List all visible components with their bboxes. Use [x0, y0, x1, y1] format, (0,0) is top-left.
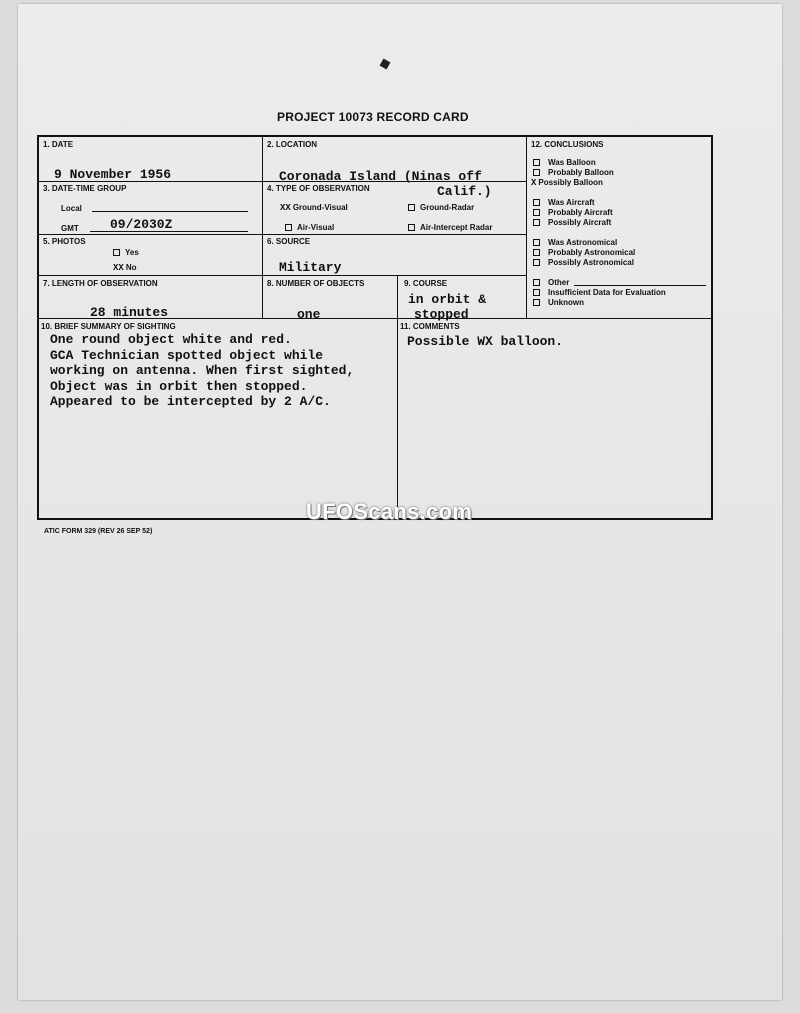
checked-mark: XX	[280, 203, 291, 213]
option-label: No	[125, 263, 137, 272]
option-label: Possibly Aircraft	[548, 218, 612, 227]
conclusion-probably-aircraft	[533, 208, 613, 217]
gmt-value: 09/2030Z	[110, 217, 173, 232]
option-label: Probably Aircraft	[548, 208, 613, 217]
checkbox-icon	[113, 249, 120, 256]
option-label: Ground-Radar	[420, 203, 475, 212]
option-label: Possibly Astronomical	[548, 258, 634, 267]
conclusion-probably-astronomical	[533, 248, 635, 257]
checkbox-icon	[285, 224, 292, 231]
option-ground-radar	[408, 203, 474, 212]
option-label: Insufficient Data for Evaluation	[548, 288, 666, 297]
date-label: 1. DATE	[43, 140, 74, 149]
photos-no	[113, 263, 136, 273]
checkbox-icon	[408, 204, 415, 211]
option-label: Possibly Balloon	[538, 178, 603, 187]
checkbox-icon	[533, 169, 540, 176]
option-label: Was Balloon	[548, 158, 596, 167]
date-value: 9 November 1956	[54, 167, 172, 182]
divider	[262, 137, 263, 318]
conclusion-possibly-aircraft	[533, 218, 611, 227]
checkbox-icon	[533, 259, 540, 266]
local-label: Local	[61, 204, 82, 213]
number-of-objects-label: 8. NUMBER OF OBJECTS	[267, 279, 365, 288]
summary-label: 10. BRIEF SUMMARY OF SIGHTING	[41, 322, 176, 331]
divider	[526, 137, 527, 318]
comments-label: 11. COMMENTS	[400, 322, 460, 331]
option-air-visual	[285, 223, 334, 232]
conclusions-label: 12. CONCLUSIONS	[531, 140, 604, 149]
conclusion-was-aircraft	[533, 198, 595, 207]
page-title: PROJECT 10073 RECORD CARD	[277, 110, 469, 124]
checkbox-icon	[533, 209, 540, 216]
conclusion-possibly-astronomical	[533, 258, 634, 267]
other-underline	[574, 285, 706, 286]
source-value: Military	[279, 260, 342, 275]
divider	[397, 276, 398, 518]
option-label: Ground-Visual	[292, 203, 348, 212]
course-value-line2: stopped	[414, 307, 469, 322]
checkbox-icon	[533, 249, 540, 256]
location-label: 2. LOCATION	[267, 140, 318, 149]
source-label: 6. SOURCE	[267, 237, 311, 246]
checkbox-icon	[533, 199, 540, 206]
option-label: Other	[548, 278, 570, 287]
checkbox-icon	[533, 239, 540, 246]
option-label: Air-Visual	[297, 223, 335, 232]
option-label: Was Aircraft	[548, 198, 595, 207]
checked-mark: X	[531, 178, 537, 188]
length-label: 7. LENGTH OF OBSERVATION	[43, 279, 158, 288]
option-air-intercept-radar	[408, 223, 492, 232]
comments-value: Possible WX balloon.	[407, 334, 564, 349]
location-value-line2: Calif.)	[437, 184, 492, 199]
conclusion-was-balloon	[533, 158, 596, 167]
watermark: UFOScans.com	[306, 499, 473, 524]
option-label: Yes	[125, 248, 139, 257]
option-ground-visual	[280, 203, 348, 213]
option-label: Probably Balloon	[548, 168, 614, 177]
checkbox-icon	[533, 279, 540, 286]
summary-text: One round object white and red. GCA Technician spotted object while working on antenna. When first sighted, Object was in orbit then stopped. Appeared to be intercepted by 2 A/C.	[50, 332, 355, 409]
photos-label: 5. PHOTOS	[43, 237, 86, 246]
conclusion-other	[533, 278, 569, 287]
number-of-objects-value: one	[297, 307, 321, 322]
conclusion-possibly-balloon	[533, 178, 603, 188]
type-of-observation-label: 4. TYPE OF OBSERVATION	[267, 184, 370, 193]
form-number: ATIC FORM 329 (REV 26 SEP 52)	[44, 528, 153, 535]
date-time-group-label: 3. DATE-TIME GROUP	[43, 184, 127, 193]
conclusion-insufficient-data	[533, 288, 666, 297]
course-value-line1: in orbit &	[408, 292, 487, 307]
local-underline	[92, 211, 248, 212]
divider	[39, 275, 526, 276]
checkbox-icon	[533, 299, 540, 306]
checked-mark: XX	[113, 263, 124, 273]
option-label: Was Astronomical	[548, 238, 618, 247]
gmt-label: GMT	[61, 224, 79, 233]
location-value-line1: Coronada Island (Ninas off	[279, 169, 482, 184]
option-label: Unknown	[548, 298, 584, 307]
conclusion-was-astronomical	[533, 238, 617, 247]
length-value: 28 minutes	[90, 305, 169, 320]
conclusion-probably-balloon	[533, 168, 614, 177]
checkbox-icon	[533, 289, 540, 296]
divider	[39, 234, 526, 235]
option-label: Air-Intercept Radar	[420, 223, 493, 232]
option-label: Probably Astronomical	[548, 248, 636, 257]
checkbox-icon	[533, 219, 540, 226]
checkbox-icon	[533, 159, 540, 166]
photos-yes	[113, 248, 139, 257]
conclusion-unknown	[533, 298, 584, 307]
course-label: 9. COURSE	[404, 279, 448, 288]
checkbox-icon	[408, 224, 415, 231]
